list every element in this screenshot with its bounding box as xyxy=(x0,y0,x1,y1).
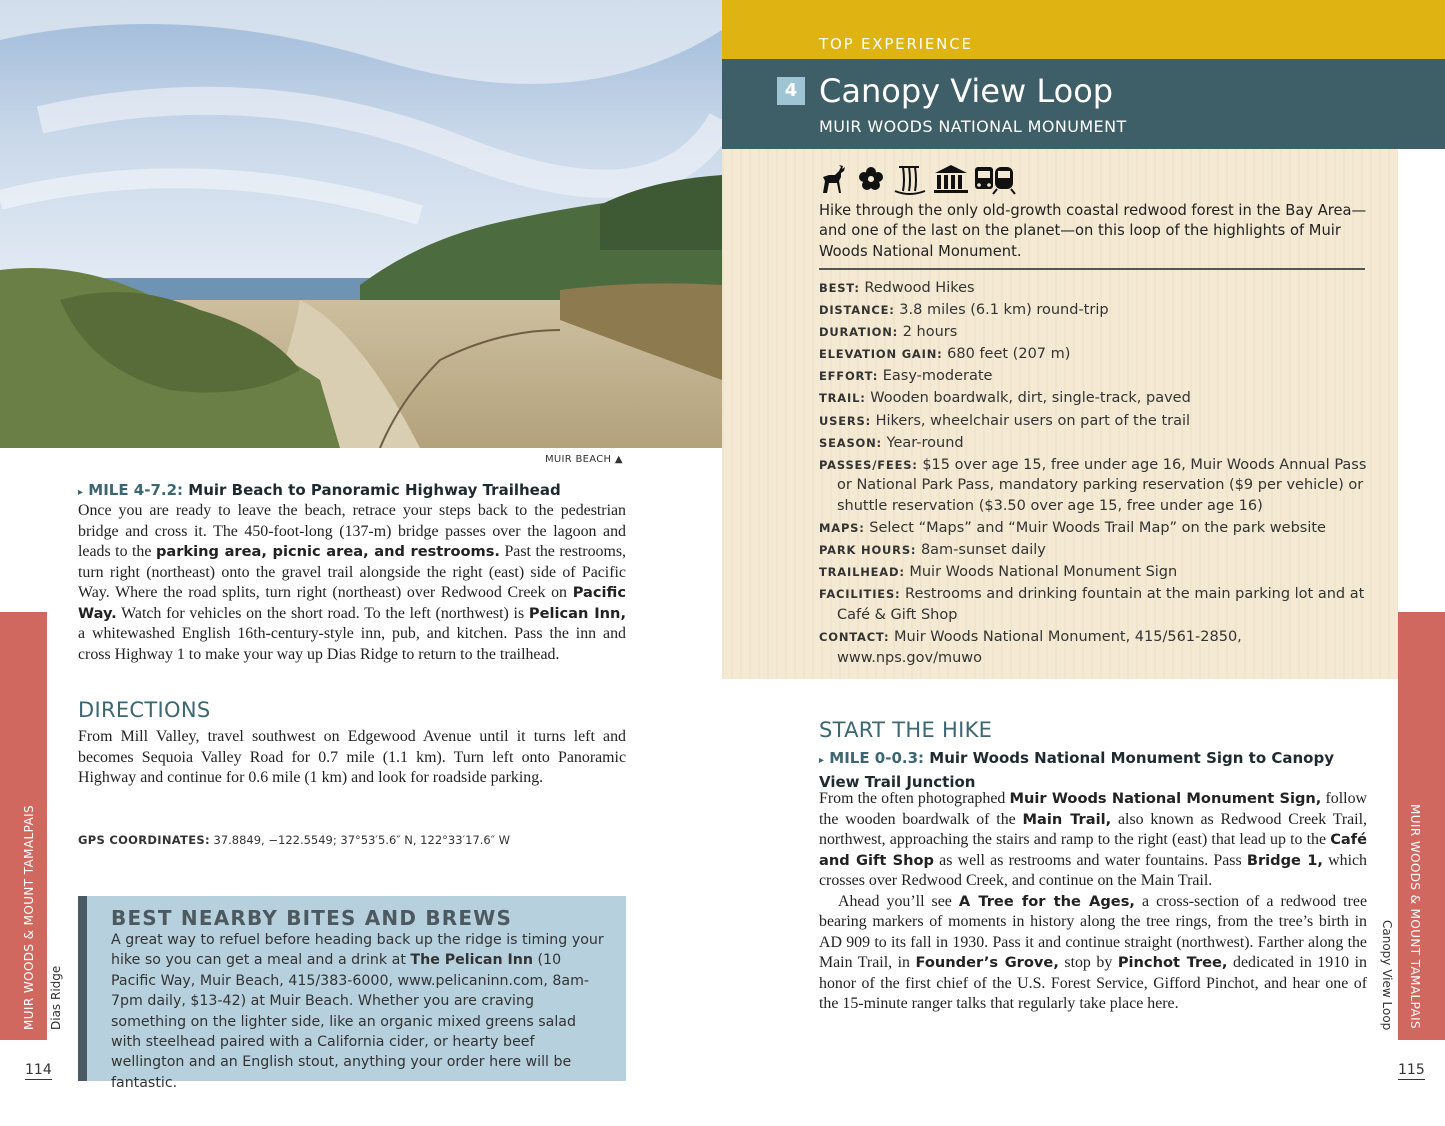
bold-place: Pacific Way. xyxy=(78,584,626,622)
transit-icon xyxy=(975,167,1015,194)
bites-body xyxy=(111,930,607,1093)
bold-place: Main Trail, xyxy=(1022,810,1112,828)
bold-place: Founder’s Grove, xyxy=(915,954,1059,971)
gps-coordinates xyxy=(78,833,626,847)
spec-value: Year-round xyxy=(886,434,964,451)
deer-icon xyxy=(823,165,845,193)
museum-icon xyxy=(934,165,968,193)
photo-caption: MUIR BEACH ▲ xyxy=(545,454,623,465)
spec-row xyxy=(819,627,1369,668)
spec-key: PASSES/FEES: xyxy=(819,457,918,472)
page-number: 115 xyxy=(1398,1062,1425,1078)
text-run: Once you are ready to leave the beach, retrace your steps back to the pedestrian bridge and cross it. The 450-foot-long (137-m) bridge passes over the lagoon and leads to the xyxy=(78,502,626,560)
hike-intro: Hike through the only old-growth coastal redwood forest in the Bay Area—and one of the last on the planet—on this loop of the highlights of Muir Woods National Monument. xyxy=(819,202,1367,260)
gps-label: GPS COORDINATES: xyxy=(78,833,210,847)
bold-place: Pelican Inn, xyxy=(528,604,626,622)
spec-row xyxy=(819,455,1369,517)
spec-value: 8am-sunset daily xyxy=(920,542,1046,559)
text-run: A great way to refuel before heading back up the ridge is timing your hike so you can get a meal and a drink at xyxy=(111,932,604,969)
spec-key: BEST: xyxy=(819,281,860,295)
spec-value: $15 over age 15, free under age 16, Muir Woods Annual Pass or National Park Pass, mandatory parking reservation ($9 per vehicle) or shuttle reservation ($3.50 over age 15, free under age 16) xyxy=(837,456,1367,514)
spec-row xyxy=(819,322,1369,343)
start-hike-body xyxy=(819,789,1367,1015)
bold-place: parking area, picnic area, and restrooms. xyxy=(155,543,500,560)
bites-bar xyxy=(78,896,87,1081)
section-tab-label: MUIR WOODS & MOUNT TAMALPAIS xyxy=(1408,804,1422,1030)
text-run: Ahead you’ll see xyxy=(838,892,959,910)
hike-subtitle: MUIR WOODS NATIONAL MONUMENT xyxy=(819,117,1127,136)
spec-key: ELEVATION GAIN: xyxy=(819,347,943,362)
spec-value: Restrooms and drinking fountain at the main parking lot and at Café & Gift Shop xyxy=(837,586,1365,623)
spec-row xyxy=(819,584,1369,625)
spec-key: FACILITIES: xyxy=(819,587,901,602)
text-run: stop by xyxy=(1058,954,1118,971)
spec-key: TRAILHEAD: xyxy=(819,565,905,580)
spec-key: EFFORT: xyxy=(819,369,879,384)
section-tab-label: MUIR WOODS & MOUNT TAMALPAIS xyxy=(22,804,36,1030)
mile-title: Muir Beach to Panoramic Highway Trailhead xyxy=(188,481,561,499)
spec-row xyxy=(819,366,1369,387)
spec-row xyxy=(819,388,1369,409)
bold-place: A Tree for the Ages, xyxy=(958,892,1135,910)
spec-row xyxy=(819,562,1369,583)
text-run: which crosses over Redwood Creek, and continue on the Main Trail. xyxy=(819,851,1367,889)
bold-place: The Pelican Inn xyxy=(410,952,534,969)
mile-heading xyxy=(78,481,626,499)
triangle-icon: ▸ xyxy=(78,487,84,498)
spec-key: SEASON: xyxy=(819,435,882,450)
start-hike-heading: START THE HIKE xyxy=(819,718,993,742)
paragraph xyxy=(819,789,1367,892)
bold-place: Café and Gift Shop xyxy=(819,831,1367,869)
waterfall-icon xyxy=(895,167,925,194)
text-run: dedicated in 1910 in honor of the first chief of the U.S. Forest Service, Gifford Pinchot, and hear one of the 15-minute ranger talks that regularly take place here. xyxy=(819,954,1367,1012)
paragraph xyxy=(819,892,1367,1015)
spec-key: PARK HOURS: xyxy=(819,543,917,558)
spec-value: 680 feet (207 m) xyxy=(947,346,1071,363)
spec-key: TRAIL: xyxy=(819,391,866,406)
spec-value: 2 hours xyxy=(902,324,958,341)
bold-place: Bridge 1, xyxy=(1246,851,1323,869)
start-mile-title: Muir Woods National Monument Sign to Canopy View Trail Junction xyxy=(819,749,1334,791)
hike-tab-label: Dias Ridge xyxy=(49,965,63,1030)
page-number: 114 xyxy=(25,1062,52,1078)
text-run: (10 Pacific Way, Muir Beach, 415/383-6000, www.pelicaninn.com, 8am-7pm daily, $13-42) at Muir Beach. Whether you are craving something on the lighter side, like an organic mixed greens salad with steelhead paired with a California cider, or hearty beef wellington and an English stout, anything your order here will be fantastic. xyxy=(111,952,590,1091)
start-mile-heading xyxy=(819,748,1367,792)
spec-value: Select “Maps” and “Muir Woods Trail Map” on the park website xyxy=(869,520,1326,537)
text-run: From the often photographed xyxy=(819,790,1010,807)
text-run: a whitewashed English 16th-century-style inn, pub, and kitchen. Pass the inn and cross Highway 1 to make your way up Dias Ridge to return to the trailhead. xyxy=(78,625,626,663)
bold-place: Muir Woods National Monument Sign, xyxy=(1009,790,1322,807)
text-run: as well as restrooms and water fountains. Pass xyxy=(933,851,1247,869)
spec-row xyxy=(819,540,1369,561)
spec-value: Redwood Hikes xyxy=(864,280,975,296)
spec-row xyxy=(819,433,1369,454)
muir-beach-photo xyxy=(0,0,722,448)
text-run: Past the restrooms, turn right (northeast) onto the gravel trail alongside the right (east) side of Pacific Way. Where the road splits, turn right (northeast) over Redwood Creek on xyxy=(78,543,626,601)
text-run: also known as Redwood Creek Trail, northwest, approaching the stairs and ramp to the right (east) that lead up to the xyxy=(819,810,1367,848)
spec-key: DISTANCE: xyxy=(819,303,895,318)
spec-value: 3.8 miles (6.1 km) round-trip xyxy=(899,302,1109,319)
gps-value: 37.8849, −122.5549; 37°53′5.6″ N, 122°33′17.6″ W xyxy=(213,833,511,847)
text-run: a cross-section of a redwood tree bearing markers of moments in history along the tree rings, from the tree’s birth in AD 909 to its fall in 1930. Pass it and continue straight (northwest). Farther along the Main Trail, in xyxy=(819,892,1367,971)
directions-body: From Mill Valley, travel southwest on Edgewood Avenue until it turns left and becomes Sequoia Valley Road for 0.7 mile (1.1 km). Turn left onto Panoramic Highway and continue for 0.6 mile (1 km) and look for roadside parking. xyxy=(78,728,626,786)
activity-icons xyxy=(819,163,1029,195)
hike-tab-label: Canopy View Loop xyxy=(1380,920,1394,1031)
spec-row xyxy=(819,411,1369,432)
flower-icon xyxy=(859,167,883,190)
spec-key: USERS: xyxy=(819,413,872,428)
mile-label: MILE 4-7.2: xyxy=(88,481,184,499)
spec-row xyxy=(819,518,1369,539)
spec-value: Wooden boardwalk, dirt, single-track, paved xyxy=(870,390,1191,407)
spec-value: Muir Woods National Monument Sign xyxy=(909,564,1178,581)
spec-value: Easy-moderate xyxy=(882,368,993,385)
triangle-icon: ▸ xyxy=(819,755,825,766)
spec-key: MAPS: xyxy=(819,521,865,536)
spec-value: Hikers, wheelchair users on part of the trail xyxy=(875,412,1191,429)
top-experience-label: TOP EXPERIENCE xyxy=(819,35,973,53)
spec-row xyxy=(819,344,1369,365)
text-run: follow the wooden boardwalk of the xyxy=(819,790,1367,828)
bites-title: BEST NEARBY BITES AND BREWS xyxy=(111,906,513,930)
spec-row xyxy=(819,278,1369,299)
text-run: Watch for vehicles on the short road. To the left (northwest) is xyxy=(116,604,529,622)
spec-key: CONTACT: xyxy=(819,630,890,644)
hike-specs xyxy=(819,278,1369,670)
spec-row xyxy=(819,300,1369,321)
spec-key: DURATION: xyxy=(819,325,899,340)
divider xyxy=(819,268,1365,270)
spec-value: Muir Woods National Monument, 415/561-2850, www.nps.gov/muwo xyxy=(837,629,1242,666)
hike-title: Canopy View Loop xyxy=(819,72,1114,110)
hike-number-badge: 4 xyxy=(777,77,805,105)
directions-heading: DIRECTIONS xyxy=(78,698,211,722)
start-mile-label: MILE 0-0.3: xyxy=(829,749,925,767)
bold-place: Pinchot Tree, xyxy=(1117,954,1228,971)
mile-body xyxy=(78,501,626,665)
